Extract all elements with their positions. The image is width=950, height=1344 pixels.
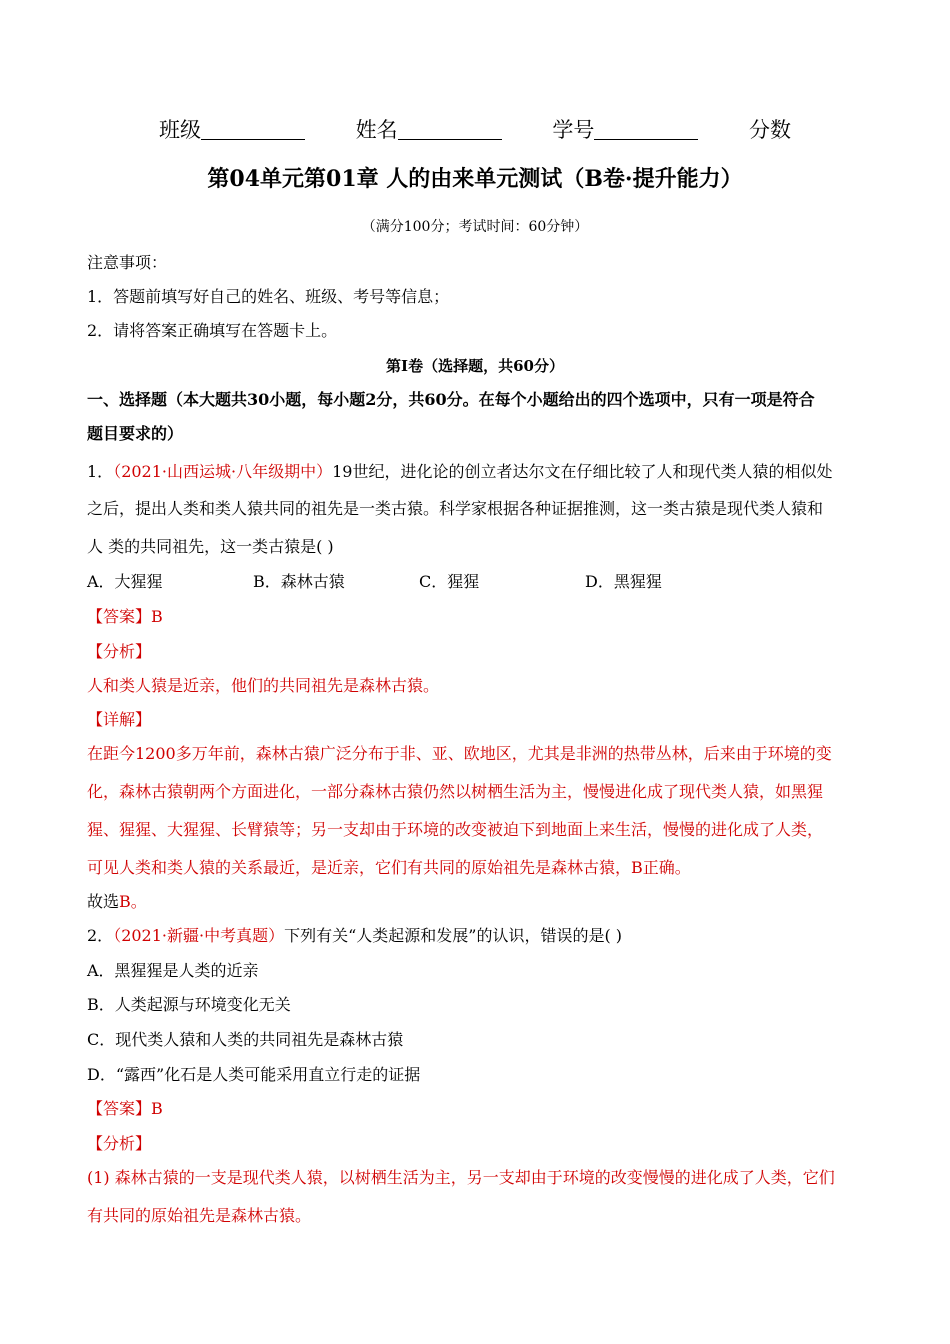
question-number: 1． xyxy=(87,462,114,481)
analysis-text: 有共同的原始祖先是森林古猿。 xyxy=(87,1206,312,1225)
exam-subtitle: （满分100分；考试时间：60分钟） xyxy=(361,219,589,235)
option-b[interactable]: B．人类起源与环境变化无关 xyxy=(87,995,291,1014)
class-blank[interactable] xyxy=(201,119,305,140)
question-2-stem xyxy=(87,926,863,946)
page-title: 第04单元第01章 人的由来单元测试（B卷·提升能力） xyxy=(207,166,743,192)
detail-text: 可见人类和类人猿的关系最近，是近亲，它们有共同的原始祖先是森林古猿，B正确。 xyxy=(87,858,691,877)
section-instructions: 一、选择题（本大题共30小题，每小题2分，共60分。在每个小题给出的四个选项中，只有一项是符合 xyxy=(87,390,815,409)
section-title: 第Ⅰ卷（选择题，共60分） xyxy=(386,357,564,375)
question-1-options xyxy=(87,572,863,592)
analysis-label: 【分析】 xyxy=(87,642,152,661)
question-number: 2． xyxy=(87,926,114,945)
class-field[interactable]: 班级 xyxy=(159,114,305,144)
score-field: 分数 xyxy=(749,118,792,142)
question-source: （2021·山西运城·八年级期中） xyxy=(113,462,333,481)
detail-label: 【详解】 xyxy=(87,710,152,729)
question-text: 19世纪，进化论的创立者达尔文在仔细比较了人和现代类人猿的相似处 xyxy=(332,462,833,481)
answer-label: 【答案】B xyxy=(87,607,163,626)
detail-text: 化，森林古猿朝两个方面进化，一部分森林古猿仍然以树栖生活为主，慢慢进化成了现代类人猿，如黑猩 xyxy=(87,782,824,801)
option-c[interactable]: C．猩猩 xyxy=(419,572,480,591)
notice-heading: 注意事项： xyxy=(87,253,168,272)
detail-text: 在距今1200多万年前，森林古猿广泛分布于非、亚、欧地区，尤其是非洲的热带丛林，后来由于环境的变 xyxy=(87,744,832,763)
question-1-stem-cont: 之后，提出人类和类人猿共同的祖先是一类古猿。科学家根据各种证据推测，这一类古猿是现代类人猿和 xyxy=(87,499,824,518)
option-a[interactable]: A．黑猩猩是人类的近亲 xyxy=(87,961,259,980)
name-blank[interactable] xyxy=(398,119,502,140)
answer-label: 【答案】B xyxy=(87,1099,163,1118)
id-blank[interactable] xyxy=(594,119,698,140)
option-c[interactable]: C．现代类人猿和人类的共同祖先是森林古猿 xyxy=(87,1030,404,1049)
option-b[interactable]: B．森林古猿 xyxy=(253,572,345,591)
option-d[interactable]: D．黑猩猩 xyxy=(585,572,662,591)
student-id-field[interactable]: 学号 xyxy=(552,114,698,144)
analysis-text: 人和类人猿是近亲，他们的共同祖先是森林古猿。 xyxy=(87,676,440,695)
analysis-text: (1) 森林古猿的一支是现代类人猿，以树栖生活为主，另一支却由于环境的改变慢慢的进化成了人类，它们 xyxy=(87,1168,835,1187)
name-field[interactable]: 姓名 xyxy=(356,114,502,144)
notice-item: 2．请将答案正确填写在答题卡上。 xyxy=(87,321,338,340)
notice-item: 1．答题前填写好自己的姓名、班级、考号等信息； xyxy=(87,287,450,306)
detail-text: 猩、猩猩、大猩猩、长臂猿等；另一支却由于环境的改变被迫下到地面上来生活，慢慢的进化成了人类， xyxy=(87,820,824,839)
analysis-label: 【分析】 xyxy=(87,1134,152,1153)
student-info-fields xyxy=(0,114,950,144)
question-source: （2021·新疆·中考真题） xyxy=(113,926,285,945)
question-1-stem-cont: 人 类的共同祖先，这一类古猿是( ) xyxy=(87,537,334,556)
question-1-stem xyxy=(87,462,863,482)
conclusion: 故选B。 xyxy=(87,892,147,911)
section-instructions-cont: 题目要求的） xyxy=(87,424,184,443)
question-text: 下列有关“人类起源和发展”的认识，错误的是( ) xyxy=(284,926,623,945)
option-a[interactable]: A．大猩猩 xyxy=(87,572,163,591)
option-d[interactable]: D．“露西”化石是人类可能采用直立行走的证据 xyxy=(87,1065,421,1084)
